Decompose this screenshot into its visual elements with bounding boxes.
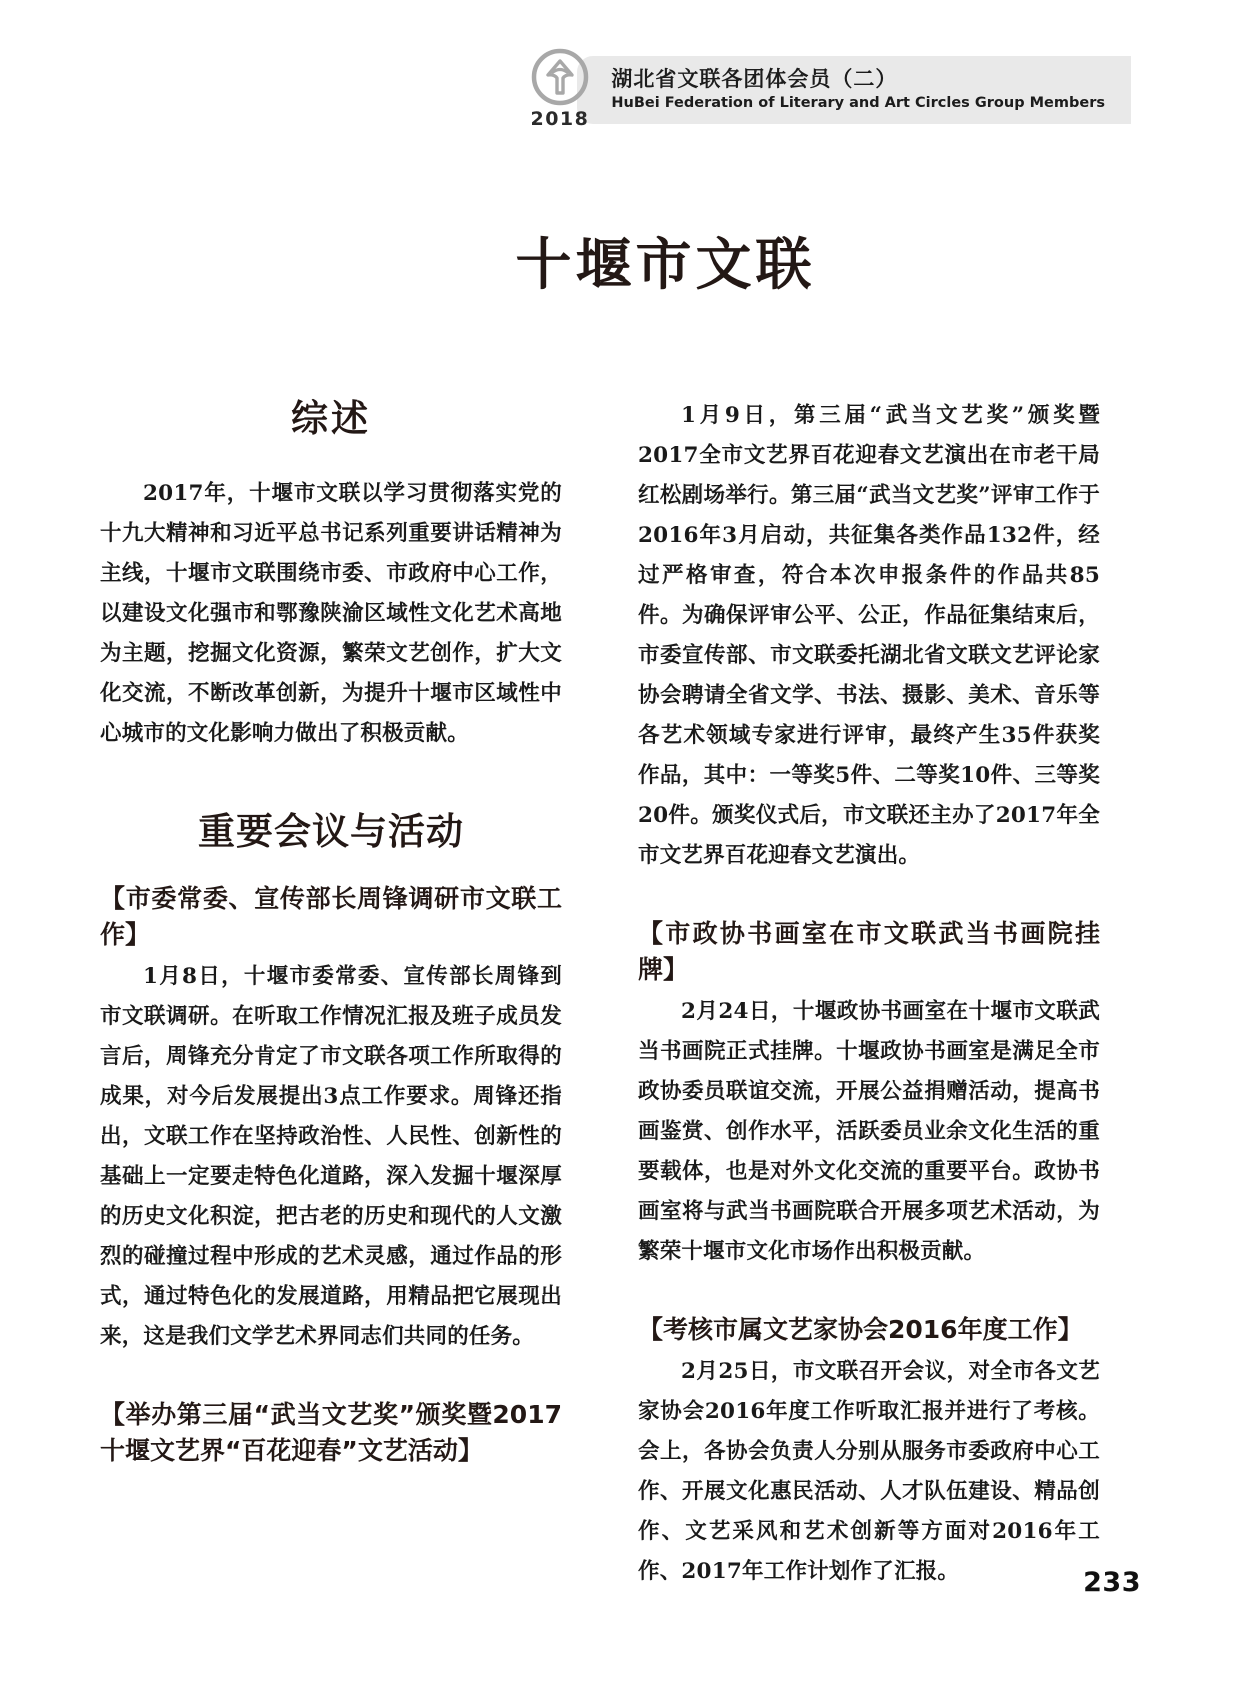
header-title-chinese: 湖北省文联各团体会员（二） bbox=[611, 66, 898, 91]
heading-overview: 综述 bbox=[291, 396, 371, 440]
right-column bbox=[638, 396, 1100, 1596]
page-number: 233 bbox=[1083, 1567, 1141, 1598]
article-columns bbox=[100, 396, 1100, 1596]
logo-year-label: 2018 bbox=[530, 108, 590, 130]
logo-block bbox=[530, 48, 589, 130]
heading-important-meetings-activities: 重要会议与活动 bbox=[198, 810, 464, 854]
paragraph-wudang-art-award: 1月9日，第三届“武当文艺奖”颁奖暨2017全市文艺界百花迎春文艺演出在市老干局红松剧场举行。第三届“武当文艺奖”评审工作于2016年3月启动，共征集各类作品132件，经过严格审查，符合本次申报条件的作品共85件。为确保评审公平、公正，作品征集结束后，市委宣传部、市文联委托湖北省文联文艺评论家协会聘请全省文学、书法、摄影、美术、音乐等各艺术领域专家进行评审，最终产生35件获奖作品，其中：一等奖5件、二等奖10件、三等奖20件。颁奖仪式后，市文联还主办了2017年全市文艺界百花迎春文艺演出。 bbox=[638, 403, 1100, 868]
header-title-english: HuBei Federation of Literary and Art Circles Group Members bbox=[611, 95, 1105, 112]
left-column bbox=[100, 396, 562, 1596]
hubei-federation-emblem-icon bbox=[531, 48, 589, 106]
subheading-wudang-art-award: 【举办第三届“武当文艺奖”颁奖暨2017十堰文艺界“百花迎春”文艺活动】 bbox=[100, 1400, 562, 1466]
page-title: 十堰市文联 bbox=[515, 231, 816, 298]
header-title-bar bbox=[577, 56, 1131, 124]
paragraph-cppcc-calligraphy-studio: 2月24日，十堰政协书画室在十堰市文联武当书画院正式挂牌。十堰政协书画室是满足全市政协委员联谊交流，开展公益捐赠活动，提高书画鉴赏、创作水平，活跃委员业余文化生活的重要载体，也是对外文化交流的重要平台。政协书画室将与武当书画院联合开展多项艺术活动，为繁荣十堰市文化市场作出积极贡献。 bbox=[638, 999, 1100, 1265]
subheading-association-assessment: 【考核市属文艺家协会2016年度工作】 bbox=[638, 1315, 1083, 1345]
subheading-cppcc-calligraphy-studio: 【市政协书画室在市文联武当书画院挂牌】 bbox=[638, 918, 1100, 985]
subheading-zhoufeng-research: 【市委常委、宣传部长周锋调研市文联工作】 bbox=[100, 883, 562, 949]
paragraph-association-assessment: 2月25日，市文联召开会议，对全市各文艺家协会2016年度工作听取汇报并进行了考核。会上，各协会负责人分别从服务市委政府中心工作、开展文化惠民活动、人才队伍建设、精品创作、文艺采风和艺术创新等方面对2016年工作、2017年工作计划作了汇报。 bbox=[638, 1359, 1100, 1585]
page-header bbox=[0, 48, 1241, 140]
paragraph-zhoufeng-research: 1月8日，十堰市委常委、宣传部长周锋到市文联调研。在听取工作情况汇报及班子成员发言后，周锋充分肯定了市文联各项工作所取得的成果，对今后发展提出3点工作要求。周锋还指出，文联工作在坚持政治性、人民性、创新性的基础上一定要走特色化道路，深入发掘十堰深厚的历史文化积淀，把古老的历史和现代的人文激烈的碰撞过程中形成的艺术灵感，通过作品的形式，通过特色化的发展道路，用精品把它展现出来，这是我们文学艺术界同志们共同的任务。 bbox=[100, 964, 562, 1350]
paragraph-overview: 2017年，十堰市文联以学习贯彻落实党的十九大精神和习近平总书记系列重要讲话精神为主线，十堰市文联围绕市委、市政府中心工作，以建设文化强市和鄂豫陕渝区域性文化艺术高地为主题，挖掘文化资源，繁荣文艺创作，扩大文化交流，不断改革创新，为提升十堰市区域性中心城市的文化影响力做出了积极贡献。 bbox=[100, 481, 562, 747]
